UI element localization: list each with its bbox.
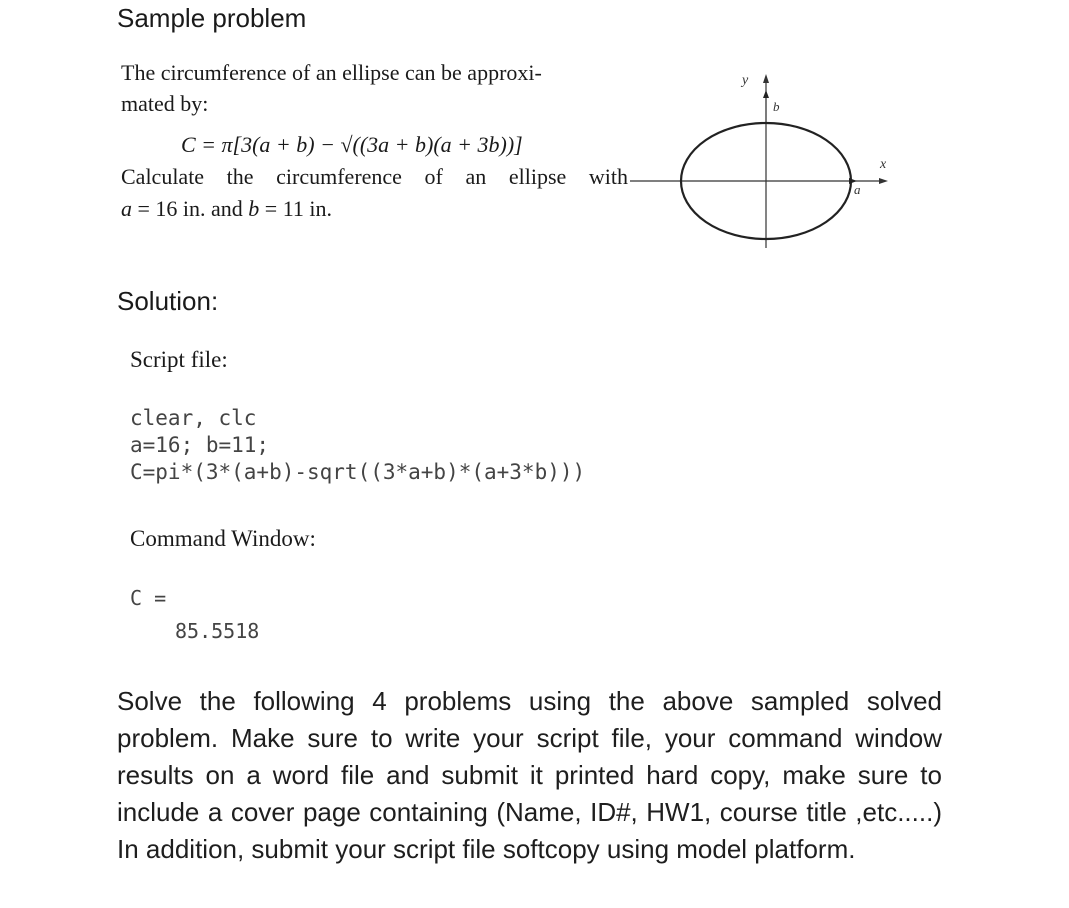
given-b-text: = 11 in. (259, 196, 332, 221)
a-label: a (854, 182, 861, 197)
section-title: Sample problem (117, 3, 307, 33)
x-axis-label: x (880, 157, 887, 172)
script-file-label: Script file: (130, 347, 228, 372)
problem-intro-line-1: The circumference of an ellipse can be approxi- (121, 60, 542, 85)
problem-statement (121, 57, 631, 119)
problem-task-line: Calculate the circumference of an ellipse with (121, 164, 628, 189)
homework-instructions: Solve the following 4 problems using the above sampled solved problem. Make sure to write your script file, your command window results on a word file and submit it printed hard copy, make sure to include a cover page containing (Name, ID#, HW1, course title ,etc.....) In addition, submit your script file softcopy using model platform. (117, 686, 942, 864)
solution-label: Solution: (117, 286, 219, 316)
y-axis-label: y (742, 73, 749, 88)
command-window-label: Command Window: (130, 526, 316, 551)
var-a: a (121, 196, 132, 221)
var-b: b (248, 196, 260, 221)
command-output-value: 85.5518 (175, 619, 260, 643)
y-axis-arrow (763, 74, 769, 83)
script-code (130, 405, 585, 486)
command-output-variable: C = (130, 586, 167, 610)
code-line: a=16; b=11; (130, 433, 270, 457)
given-values (121, 196, 332, 222)
b-arrow-head (763, 90, 769, 98)
problem-intro-line-2: mated by: (121, 91, 209, 116)
code-line: clear, clc (130, 406, 257, 430)
code-line: C=pi*(3*(a+b)-sqrt((3*a+b)*(a+3*b))) (130, 460, 586, 484)
x-axis-arrow (879, 178, 888, 184)
ellipse-formula: C = π[3(a + b) − √((3a + b)(a + 3b))] (181, 132, 523, 157)
given-a-text: = 16 in. and (132, 196, 249, 221)
ellipse-diagram (620, 66, 900, 256)
b-label: b (773, 99, 780, 114)
